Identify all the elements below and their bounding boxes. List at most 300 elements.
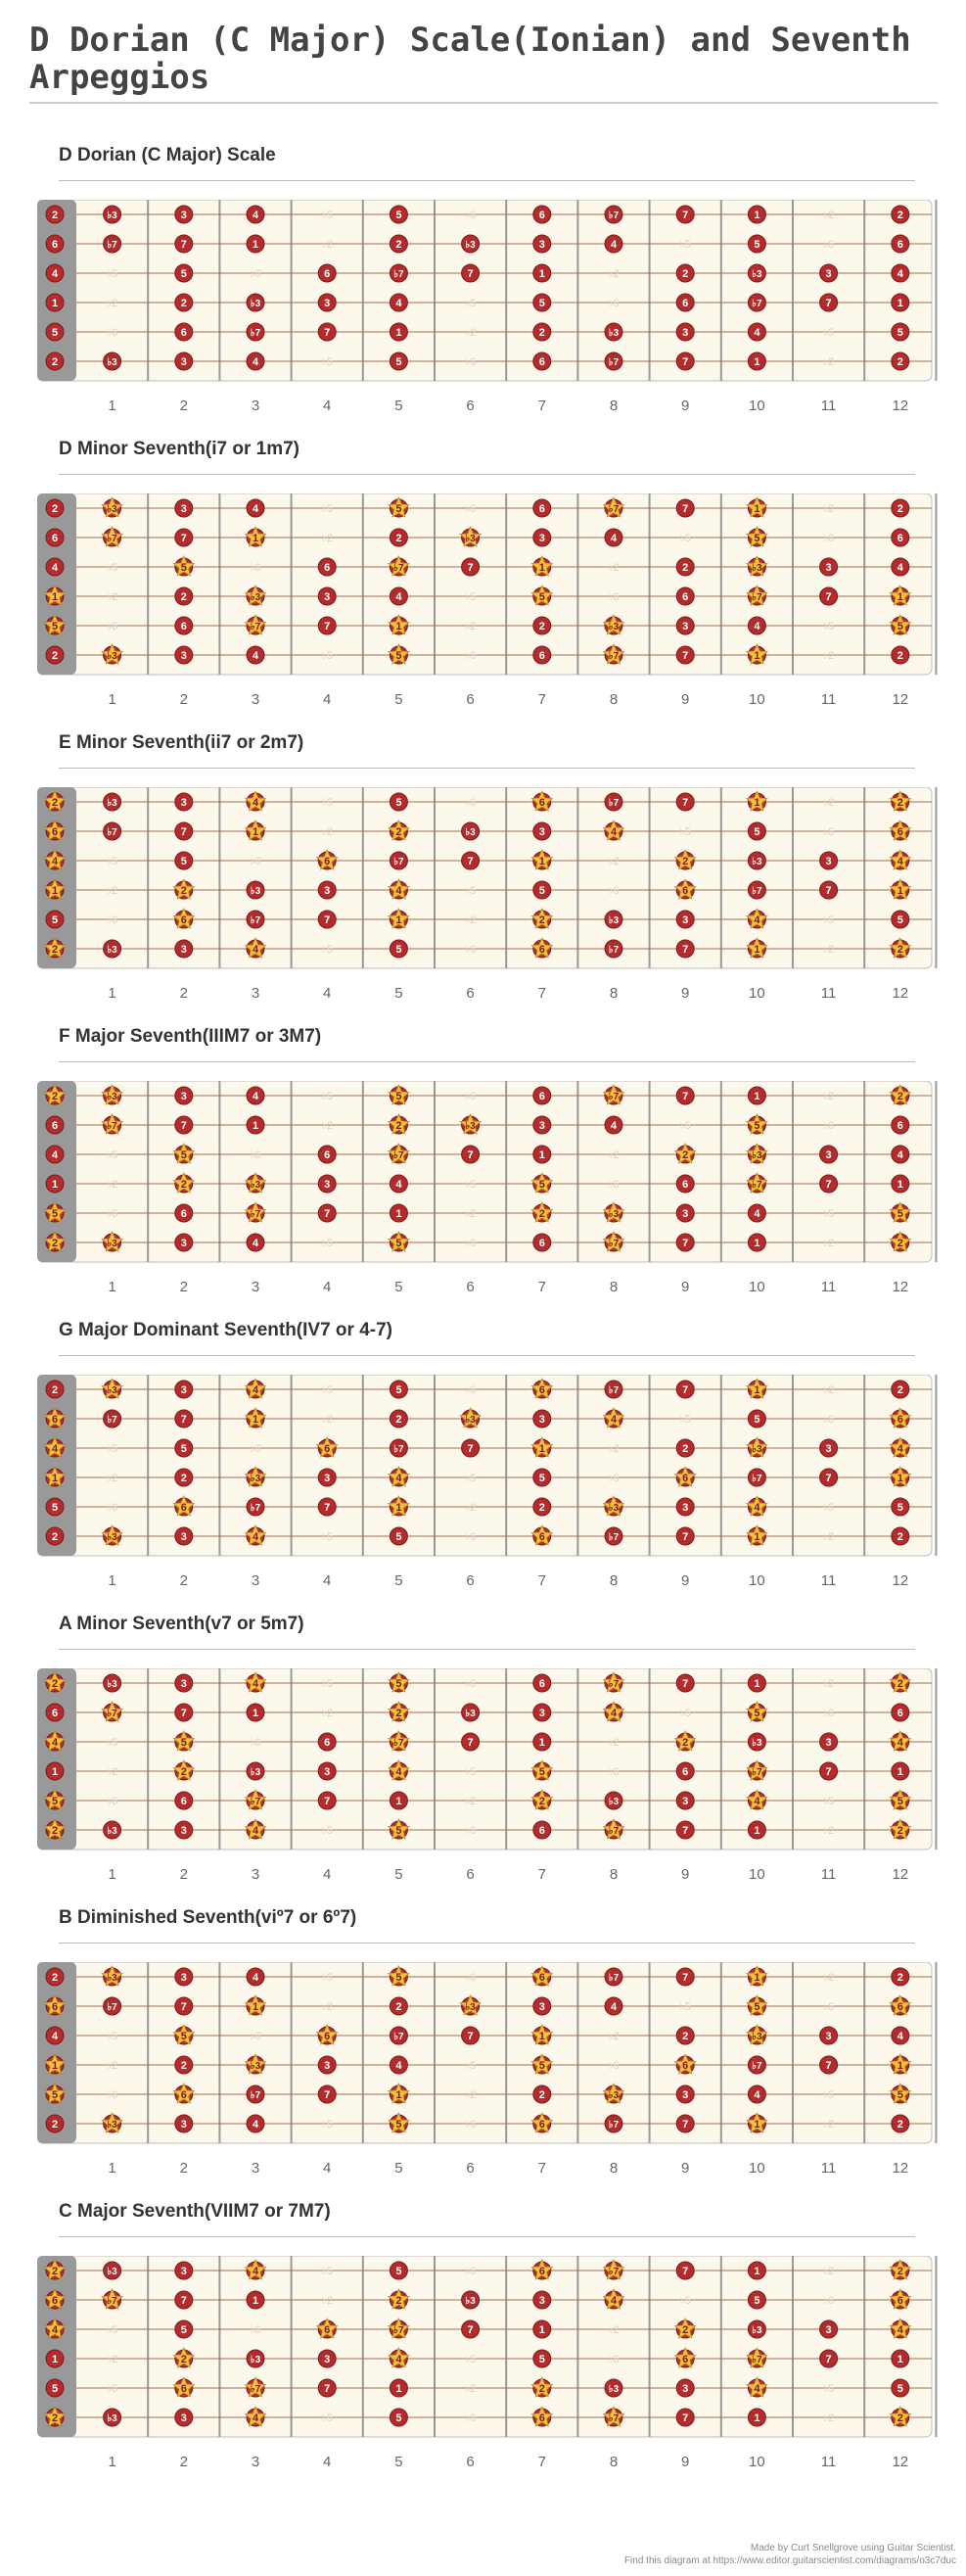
note-interval-label: 7: [324, 1796, 331, 1807]
note-interval-label: 3: [538, 1414, 545, 1426]
fret-interval-label: ♭5: [321, 650, 333, 662]
note-interval-label: 1: [538, 856, 545, 867]
note-interval-label: 6: [538, 1091, 545, 1102]
note-interval-label: 2: [395, 1414, 402, 1426]
note-interval-label: 6: [51, 1120, 59, 1132]
note-interval-label: 7: [682, 944, 689, 956]
note-interval-label: 7: [682, 797, 689, 809]
fret-interval-label: ♭2: [464, 1502, 477, 1514]
fret-interval-label: ♭5: [106, 1149, 118, 1161]
note-interval-label: 6: [897, 533, 903, 544]
note-interval-label: 7: [324, 1208, 331, 1220]
note-interval-label: ♭7: [608, 1532, 620, 1543]
note-interval-label: 5: [897, 327, 903, 339]
note-interval-label: 2: [897, 1972, 903, 1984]
fret-number-label: 8: [609, 1866, 619, 1883]
fret-interval-label: ♭2: [822, 797, 835, 809]
note-interval-label: ♭3: [608, 1503, 620, 1514]
note-interval-label: ♭7: [752, 2061, 762, 2072]
fret-number-label: 2: [179, 1572, 188, 1589]
fret-number-label: 2: [179, 985, 188, 1002]
note-interval-label: 3: [682, 1796, 689, 1807]
note-interval-label: 4: [754, 2383, 760, 2395]
fret-interval-label: ♭2: [822, 1825, 835, 1837]
fret-interval-label: ♭5: [679, 826, 691, 838]
fret-interval-label: ♭6: [608, 298, 620, 309]
note-interval-label: ♭7: [608, 1973, 620, 1984]
fret-interval-label: ♭2: [822, 944, 835, 956]
fret-interval-label: ♭2: [464, 914, 477, 926]
note-interval-label: 5: [395, 210, 402, 221]
note-interval-label: 7: [682, 1238, 689, 1249]
note-interval-label: 5: [754, 533, 760, 544]
note-interval-label: 1: [51, 1473, 59, 1484]
note-interval-label: 1: [754, 503, 760, 515]
fret-interval-label: ♭5: [822, 2089, 835, 2101]
note-interval-label: 2: [538, 621, 545, 632]
note-interval-label: ♭3: [752, 2032, 762, 2042]
note-interval-label: 1: [252, 1414, 259, 1426]
note-interval-label: 5: [897, 914, 903, 926]
note-interval-label: 2: [51, 1238, 59, 1249]
note-interval-label: 6: [538, 1678, 545, 1690]
fret-number-label: 10: [749, 1572, 765, 1589]
note-interval-label: 2: [395, 1708, 402, 1719]
fret-interval-label: ♭6: [822, 533, 835, 544]
fret-number-label: 7: [537, 691, 546, 708]
note-interval-label: 2: [682, 1737, 689, 1749]
note-interval-label: 7: [180, 1120, 187, 1132]
note-interval-label: 3: [324, 885, 331, 897]
fretboard-background: [37, 787, 932, 968]
note-interval-label: 4: [897, 2324, 903, 2336]
note-interval-label: 2: [395, 2001, 402, 2013]
title-divider: [29, 102, 938, 104]
note-interval-label: 6: [538, 650, 545, 662]
note-interval-label: 2: [51, 2412, 59, 2424]
fret-interval-label: ♭2: [321, 2001, 333, 2013]
note-interval-label: 6: [180, 914, 187, 926]
note-interval-label: 1: [754, 2119, 760, 2131]
fret-number-label: 5: [394, 398, 403, 414]
note-interval-label: 1: [538, 2324, 545, 2336]
note-interval-label: 2: [682, 2324, 689, 2336]
fret-interval-label: ♭5: [679, 2001, 691, 2013]
note-interval-label: 2: [897, 650, 903, 662]
note-interval-label: ♭7: [393, 269, 404, 280]
note-interval-label: ♭7: [250, 915, 261, 926]
fret-interval-label: ♭6: [464, 210, 477, 221]
note-interval-label: 4: [51, 856, 59, 867]
fret-interval-label: ♭5: [106, 1443, 118, 1455]
note-interval-label: 4: [610, 1414, 618, 1426]
fret-interval-label: ♭6: [464, 1678, 477, 1690]
note-interval-label: 2: [538, 914, 545, 926]
fret-interval-label: ♭6: [822, 826, 835, 838]
note-interval-label: ♭7: [393, 1150, 404, 1161]
fret-interval-label: ♭5: [679, 1708, 691, 1719]
fret-interval-label: ♭2: [464, 621, 477, 632]
note-interval-label: 4: [395, 2354, 402, 2365]
note-interval-label: 2: [51, 944, 59, 956]
note-interval-label: 7: [467, 2031, 474, 2042]
note-interval-label: 4: [897, 562, 903, 574]
note-interval-label: 5: [180, 1443, 187, 1455]
note-interval-label: 2: [51, 797, 59, 809]
note-interval-label: 5: [897, 621, 903, 632]
fret-number-label: 6: [466, 1572, 475, 1589]
fret-interval-label: ♭2: [822, 2412, 835, 2424]
note-interval-label: 4: [754, 2089, 760, 2101]
note-interval-label: 5: [754, 826, 760, 838]
fret-interval-label: ♭2: [106, 2354, 118, 2365]
note-interval-label: ♭7: [608, 1826, 620, 1837]
fret-interval-label: ♭5: [464, 1473, 477, 1484]
fret-interval-label: ♭2: [822, 650, 835, 662]
fret-interval-label: ♭5: [321, 2119, 333, 2131]
note-interval-label: ♭7: [393, 563, 404, 574]
note-interval-label: 1: [897, 1179, 903, 1191]
fret-interval-label: ♭5: [106, 268, 118, 280]
note-interval-label: 5: [754, 1414, 760, 1426]
note-interval-label: 2: [897, 1825, 903, 1837]
note-interval-label: 6: [324, 562, 331, 574]
fret-interval-label: ♭5: [321, 2266, 333, 2277]
note-interval-label: 5: [538, 2354, 545, 2365]
fret-number-label: 12: [892, 1866, 909, 1883]
note-interval-label: 4: [897, 1149, 903, 1161]
note-interval-label: ♭7: [107, 534, 117, 544]
note-interval-label: 2: [682, 1443, 689, 1455]
note-interval-label: 3: [180, 503, 187, 515]
note-interval-label: 6: [324, 1149, 331, 1161]
section-divider: [59, 180, 915, 181]
footer-link[interactable]: Find this diagram at https://www.editor.guitarscientist.com/diagrams/o3c7duc: [623, 2555, 956, 2566]
note-interval-label: ♭3: [608, 328, 620, 339]
note-interval-label: ♭7: [393, 857, 404, 867]
note-interval-label: 4: [610, 239, 618, 251]
note-interval-label: 2: [538, 1796, 545, 1807]
fret-number-label: 9: [681, 398, 690, 414]
fret-interval-label: ♭6: [822, 1708, 835, 1719]
fret-interval-label: ♭2: [321, 826, 333, 838]
note-interval-label: ♭3: [250, 299, 261, 309]
fret-interval-label: ♭5: [822, 2383, 835, 2395]
fret-interval-label: ♭6: [608, 2354, 620, 2365]
fret-interval-label: ♭5: [106, 2324, 118, 2336]
note-interval-label: 7: [682, 1531, 689, 1543]
note-interval-label: 5: [395, 2266, 402, 2277]
note-interval-label: ♭3: [107, 1973, 117, 1984]
note-interval-label: 1: [754, 944, 760, 956]
fret-number-label: 11: [820, 1572, 837, 1589]
note-interval-label: 3: [180, 1825, 187, 1837]
note-interval-label: 5: [180, 856, 187, 867]
fret-number-label: 3: [251, 1279, 260, 1295]
fret-interval-label: ♭2: [321, 239, 333, 251]
note-interval-label: ♭3: [465, 1121, 476, 1132]
note-interval-label: 1: [252, 533, 259, 544]
note-interval-label: 2: [180, 1766, 187, 1778]
fret-interval-label: ♭6: [250, 2324, 261, 2336]
note-interval-label: 2: [395, 826, 402, 838]
note-interval-label: 6: [897, 2001, 903, 2013]
note-interval-label: ♭7: [752, 1474, 762, 1484]
note-interval-label: 1: [395, 327, 402, 339]
note-interval-label: 4: [395, 2060, 402, 2072]
note-interval-label: 1: [897, 298, 903, 309]
note-interval-label: 7: [682, 1091, 689, 1102]
fret-interval-label: ♭6: [464, 944, 477, 956]
note-interval-label: 5: [538, 1179, 545, 1191]
note-interval-label: 4: [610, 2001, 618, 2013]
fret-number-label: 7: [537, 2454, 546, 2470]
note-interval-label: 2: [51, 1678, 59, 1690]
fret-interval-label: ♭5: [822, 1502, 835, 1514]
note-interval-label: ♭3: [752, 857, 762, 867]
note-interval-label: 2: [897, 356, 903, 368]
note-interval-label: 6: [180, 2089, 187, 2101]
note-interval-label: 7: [682, 1825, 689, 1837]
note-interval-label: ♭7: [608, 504, 620, 515]
note-interval-label: 7: [682, 2119, 689, 2131]
note-interval-label: 7: [682, 1384, 689, 1396]
note-interval-label: 1: [538, 268, 545, 280]
note-interval-label: 3: [180, 1238, 187, 1249]
note-interval-label: 3: [825, 562, 832, 574]
note-interval-label: ♭3: [107, 1092, 117, 1102]
fret-number-label: 1: [108, 2454, 116, 2470]
note-interval-label: 5: [897, 2383, 903, 2395]
note-interval-label: 3: [180, 210, 187, 221]
note-interval-label: ♭3: [107, 1532, 117, 1543]
note-interval-label: 1: [897, 591, 903, 603]
note-interval-label: 5: [538, 298, 545, 309]
section-title: B Diminished Seventh(viº7 or 6º7): [59, 1907, 357, 1928]
note-interval-label: 6: [897, 826, 903, 838]
note-interval-label: 4: [897, 1443, 903, 1455]
fret-number-label: 1: [108, 1279, 116, 1295]
note-interval-label: 3: [180, 1678, 187, 1690]
note-interval-label: 2: [538, 2383, 545, 2395]
fret-interval-label: ♭2: [106, 298, 118, 309]
fret-interval-label: ♭5: [464, 591, 477, 603]
note-interval-label: 3: [825, 268, 832, 280]
section-divider: [59, 1355, 915, 1356]
note-interval-label: 2: [51, 1825, 59, 1837]
fret-number-label: 7: [537, 1572, 546, 1589]
note-interval-label: 6: [897, 239, 903, 251]
note-interval-label: 5: [395, 503, 402, 515]
note-interval-label: 7: [825, 1766, 832, 1778]
note-interval-label: 7: [180, 2001, 187, 2013]
fret-interval-label: ♭5: [679, 1120, 691, 1132]
fret-interval-label: ♭2: [822, 1678, 835, 1690]
fret-number-label: 9: [681, 1866, 690, 1883]
note-interval-label: 4: [754, 914, 760, 926]
note-interval-label: 1: [754, 1825, 760, 1837]
fret-number-label: 8: [609, 2454, 619, 2470]
note-interval-label: ♭3: [608, 622, 620, 632]
fret-number-label: 12: [892, 2454, 909, 2470]
note-interval-label: 2: [538, 1502, 545, 1514]
note-interval-label: 6: [51, 2001, 59, 2013]
note-interval-label: 2: [51, 503, 59, 515]
note-interval-label: ♭3: [608, 915, 620, 926]
fret-interval-label: ♭5: [321, 503, 333, 515]
fret-number-label: 6: [466, 2454, 475, 2470]
fret-interval-label: ♭6: [464, 2266, 477, 2277]
note-interval-label: 5: [538, 1766, 545, 1778]
note-interval-label: 5: [51, 1796, 59, 1807]
note-interval-label: 3: [538, 826, 545, 838]
fret-interval-label: ♭5: [321, 1091, 333, 1102]
fret-number-label: 9: [681, 2160, 690, 2177]
note-interval-label: 7: [682, 503, 689, 515]
fret-interval-label: ♭6: [464, 1531, 477, 1543]
note-interval-label: ♭3: [250, 2355, 261, 2365]
note-interval-label: 2: [395, 533, 402, 544]
fret-interval-label: ♭2: [608, 2324, 620, 2336]
fret-interval-label: ♭2: [822, 356, 835, 368]
fret-interval-label: ♭5: [321, 1384, 333, 1396]
note-interval-label: 3: [538, 533, 545, 544]
fret-interval-label: ♭2: [464, 2383, 477, 2395]
fret-number-label: 9: [681, 1572, 690, 1589]
note-interval-label: 2: [897, 1091, 903, 1102]
note-interval-label: 3: [682, 914, 689, 926]
fretboard-diagram: [37, 1081, 938, 1306]
fret-number-label: 11: [820, 398, 837, 414]
note-interval-label: 1: [252, 1708, 259, 1719]
note-interval-label: 7: [324, 2089, 331, 2101]
note-interval-label: 1: [51, 298, 59, 309]
note-interval-label: 2: [51, 210, 59, 221]
note-interval-label: 2: [897, 1678, 903, 1690]
fret-interval-label: ♭6: [464, 1972, 477, 1984]
note-interval-label: 2: [682, 268, 689, 280]
note-interval-label: ♭7: [107, 1415, 117, 1426]
note-interval-label: 3: [825, 2324, 832, 2336]
fret-number-label: 5: [394, 1279, 403, 1295]
fret-interval-label: ♭2: [822, 210, 835, 221]
fret-interval-label: ♭6: [464, 1825, 477, 1837]
fret-interval-label: ♭6: [822, 1414, 835, 1426]
fret-interval-label: ♭6: [464, 650, 477, 662]
note-interval-label: ♭7: [393, 1738, 404, 1749]
note-interval-label: 3: [825, 1443, 832, 1455]
fret-number-label: 12: [892, 1279, 909, 1295]
fret-number-label: 12: [892, 985, 909, 1002]
fret-number-label: 4: [323, 1572, 332, 1589]
note-interval-label: 4: [51, 1443, 59, 1455]
fret-number-label: 5: [394, 985, 403, 1002]
fret-number-label: 4: [323, 985, 332, 1002]
note-interval-label: 7: [324, 1502, 331, 1514]
fret-number-label: 3: [251, 398, 260, 414]
fret-interval-label: ♭6: [106, 914, 118, 926]
fret-number-label: 11: [820, 691, 837, 708]
fret-interval-label: ♭2: [106, 1473, 118, 1484]
fret-interval-label: ♭6: [250, 1149, 261, 1161]
fret-number-label: 3: [251, 691, 260, 708]
note-interval-label: 1: [754, 1678, 760, 1690]
note-interval-label: 3: [682, 2089, 689, 2101]
note-interval-label: 5: [51, 914, 59, 926]
note-interval-label: 3: [538, 2001, 545, 2013]
fret-interval-label: ♭2: [106, 591, 118, 603]
note-interval-label: 7: [180, 1414, 187, 1426]
note-interval-label: 1: [754, 797, 760, 809]
note-interval-label: 5: [395, 944, 402, 956]
note-interval-label: 6: [324, 856, 331, 867]
note-interval-label: 2: [538, 2089, 545, 2101]
fret-interval-label: ♭6: [608, 1766, 620, 1778]
fret-number-label: 11: [820, 1866, 837, 1883]
note-interval-label: 1: [51, 2060, 59, 2072]
note-interval-label: 5: [51, 621, 59, 632]
note-interval-label: 4: [252, 1825, 259, 1837]
fret-number-label: 1: [108, 691, 116, 708]
fret-interval-label: ♭5: [321, 1678, 333, 1690]
note-interval-label: ♭7: [608, 1239, 620, 1249]
fret-interval-label: ♭2: [822, 1972, 835, 1984]
note-interval-label: 5: [395, 1825, 402, 1837]
note-interval-label: 7: [682, 1972, 689, 1984]
note-interval-label: 1: [754, 650, 760, 662]
fret-number-label: 10: [749, 985, 765, 1002]
note-interval-label: 5: [897, 1208, 903, 1220]
fret-number-label: 12: [892, 398, 909, 414]
note-interval-label: 7: [467, 2324, 474, 2336]
note-interval-label: 4: [395, 1766, 402, 1778]
note-interval-label: ♭7: [107, 827, 117, 838]
fret-interval-label: ♭6: [608, 1179, 620, 1191]
note-interval-label: ♭3: [752, 269, 762, 280]
fret-number-label: 4: [323, 2160, 332, 2177]
note-interval-label: 2: [897, 1531, 903, 1543]
note-interval-label: 4: [51, 268, 59, 280]
fretboard-background: [37, 1962, 932, 2143]
section-title: D Dorian (C Major) Scale: [59, 145, 276, 165]
note-interval-label: 7: [825, 591, 832, 603]
note-interval-label: 5: [395, 1678, 402, 1690]
note-interval-label: 7: [825, 885, 832, 897]
fret-interval-label: ♭6: [822, 2001, 835, 2013]
note-interval-label: 4: [51, 2324, 59, 2336]
note-interval-label: 3: [180, 650, 187, 662]
fret-number-label: 7: [537, 1279, 546, 1295]
note-interval-label: ♭7: [250, 1797, 261, 1807]
fret-interval-label: ♭5: [321, 2412, 333, 2424]
note-interval-label: 2: [538, 327, 545, 339]
note-interval-label: 7: [180, 239, 187, 251]
fret-number-label: 7: [537, 985, 546, 1002]
note-interval-label: 3: [180, 1384, 187, 1396]
fret-number-label: 1: [108, 1866, 116, 1883]
note-interval-label: ♭3: [608, 2090, 620, 2101]
note-interval-label: 6: [324, 2324, 331, 2336]
note-interval-label: 3: [180, 1091, 187, 1102]
note-interval-label: ♭7: [752, 2355, 762, 2365]
note-interval-label: 4: [395, 1179, 402, 1191]
note-interval-label: 3: [324, 1179, 331, 1191]
note-interval-label: 2: [180, 591, 187, 603]
fret-interval-label: ♭2: [106, 1179, 118, 1191]
note-interval-label: 5: [180, 562, 187, 574]
note-interval-label: 3: [324, 2060, 331, 2072]
fret-interval-label: ♭6: [608, 2060, 620, 2072]
